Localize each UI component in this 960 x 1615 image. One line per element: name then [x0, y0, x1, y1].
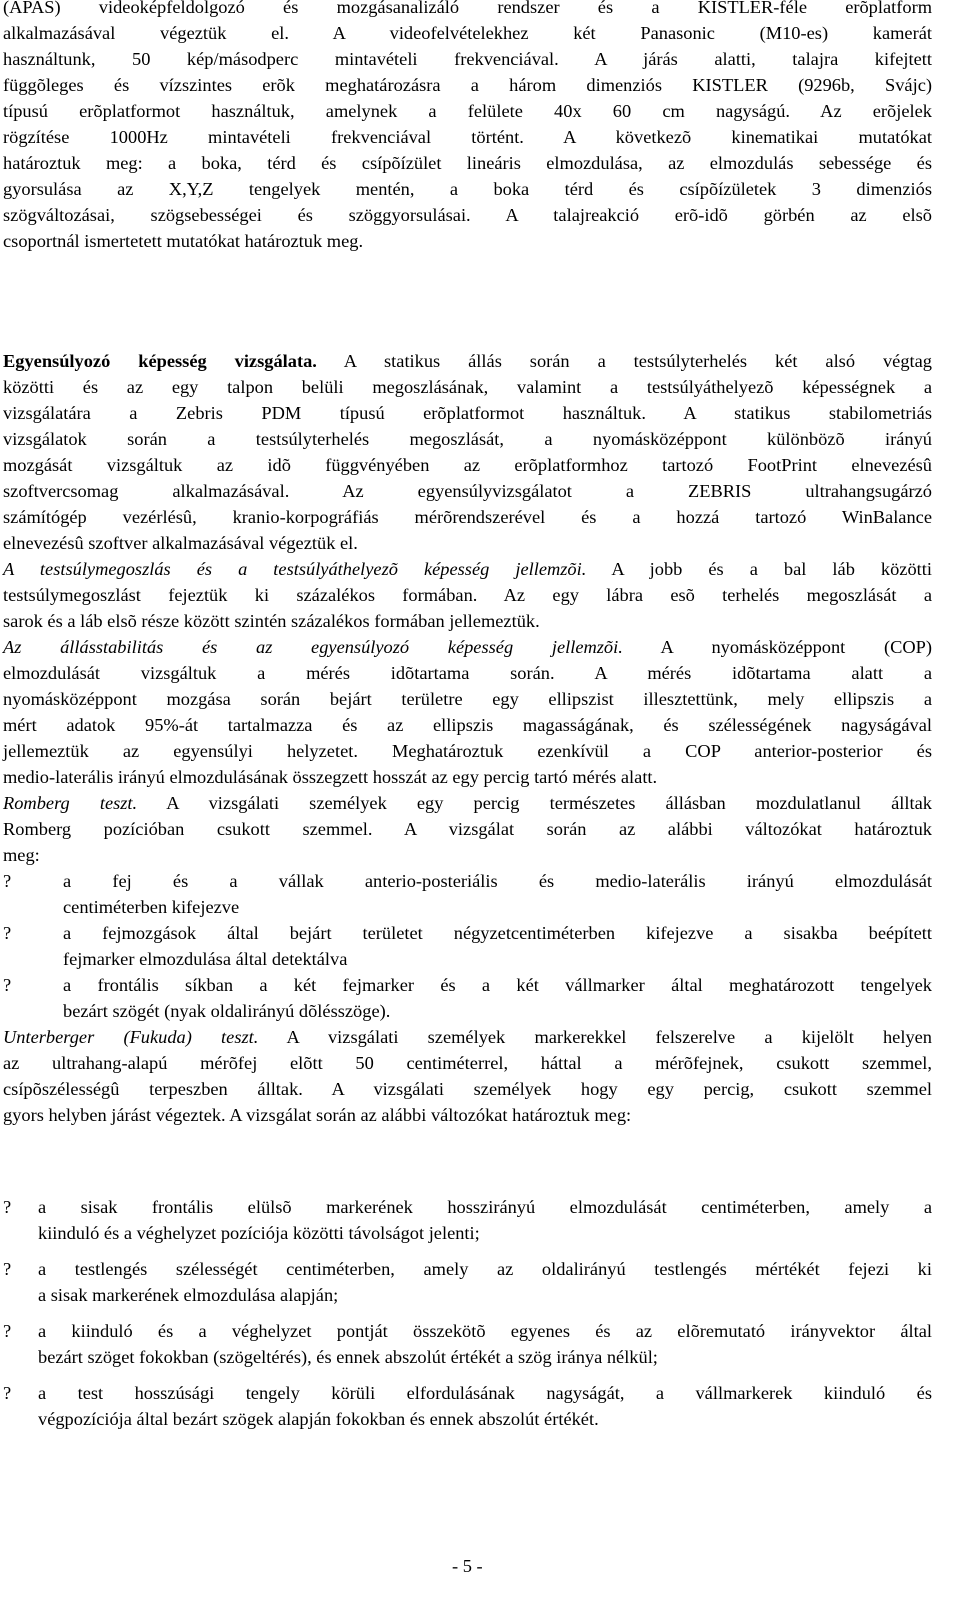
text-line: Romberg teszt. A vizsgálati személyek egy percig természetes állásban mozdulatlanul álltak: [3, 793, 932, 813]
text-line: Az állásstabilitás és az egyensúlyozó képesség jellemzõi. A nyomásközéppont (COP): [3, 637, 932, 657]
list-item: [3, 972, 932, 1024]
text-line: szögváltozásai, szögsebességei és szöggyorsulásai. A talajreakció erõ-idõ görbén az elsõ: [3, 205, 932, 225]
text-line: (APAS) videoképfeldolgozó és mozgásanalizáló rendszer és a KISTLER-féle erõplatform: [3, 0, 932, 17]
list-item: [3, 1194, 932, 1246]
text-line: a testlengés szélességét centiméterben, amely az oldalirányú testlengés mértékét fejezi ki: [38, 1259, 932, 1279]
text-line: bezárt szögét (nyak oldalirányú dõlésszöge).: [63, 1001, 391, 1021]
text-line: csípõszélességû terpeszben álltak. A vizsgálati személyek hogy egy percig, csukott szemmel: [3, 1079, 932, 1099]
balance-section: [3, 348, 932, 1128]
text-line: nyomásközéppont mozgása során bejárt területre egy ellipszist illesztettünk, mely ellipszis a: [3, 689, 932, 709]
text-line: a fejmozgások által bejárt területet négyzetcentiméterben kifejezve a sisakba beépített: [63, 923, 932, 943]
subsection-title: Az állásstabilitás és az egyensúlyozó képesség jellemzõi.: [3, 637, 623, 657]
page-number: - 5 -: [452, 1556, 483, 1576]
intro-paragraph: [3, 0, 932, 254]
list-item: [3, 1318, 932, 1370]
text-line: az ultrahang-alapú mérõfej elõtt 50 centiméterrel, háttal a mérõfejnek, csukott szemmel,: [3, 1053, 932, 1073]
text-line: rögzítése 1000Hz mintavételi frekvenciával történt. A következõ kinematikai mutatókat: [3, 127, 932, 147]
text-line: szoftvercsomag alkalmazásával. Az egyensúlyvizsgálatot a ZEBRIS ultrahangsugárzó: [3, 481, 932, 501]
text-line: gyors helyben járást végeztek. A vizsgálat során az alábbi változókat határoztuk meg:: [3, 1105, 632, 1125]
text-line: Egyensúlyozó képesség vizsgálata. A statikus állás során a testsúlyterhelés két alsó végtag: [3, 351, 932, 371]
text-line: a fej és a vállak anterio-posteriális és medio-laterális irányú elmozdulását: [63, 871, 932, 891]
text-line: Unterberger (Fukuda) teszt. A vizsgálati személyek markerekkel felszerelve a kijelölt helyen: [3, 1027, 933, 1047]
text-line: jellemeztük az egyensúlyi helyzetet. Meghatároztuk ezenkívül a COP anterior-posterior és: [3, 741, 932, 761]
text-line: meg:: [3, 845, 40, 865]
text-line: a kiinduló és a véghelyzet pontját összekötõ egyenes és az elõremutató irányvektor által: [38, 1321, 932, 1341]
text-line: Romberg pozícióban csukott szemmel. A vizsgálat során az alábbi változókat határoztuk: [3, 819, 932, 839]
text-line: határoztuk meg: a boka, térd és csípõízület lineáris elmozdulása, az elmozdulás sebessége és: [3, 153, 932, 173]
text-line: számítógép vezérlésû, kranio-korpográfiás mérõrendszerével és a hozzá tartozó WinBalance: [3, 507, 932, 527]
subsection-title: A testsúlymegoszlás és a testsúlyáthelyezõ képesség jellemzõi.: [3, 559, 587, 579]
text-line: elnevezésû szoftver alkalmazásával végeztük el.: [3, 533, 358, 553]
text-line: elmozdulását vizsgáltuk a mérés idõtartama során. A mérés idõtartama alatt a: [3, 663, 932, 683]
text-line: centiméterben kifejezve: [63, 897, 240, 917]
text-line: gyorsulása az X,Y,Z tengelyek mentén, a boka térd és csípõízületek 3 dimenziós: [3, 179, 932, 199]
text-line: kiinduló és a véghelyzet pozíciója közötti távolságot jelenti;: [38, 1223, 480, 1243]
unterberger-list: [3, 1194, 932, 1432]
text-line: a frontális síkban a két fejmarker és a két vállmarker által meghatározott tengelyek: [63, 975, 932, 995]
subsection-title: Romberg teszt.: [3, 793, 138, 813]
text-line: vizsgálatok során a testsúlyterhelés megoszlását, a nyomásközéppont különbözõ irányú: [3, 429, 932, 449]
text-line: mért adatok 95%-át tartalmazza és az ellipszis magasságának, és szélességének nagyságával: [3, 715, 932, 735]
text-line: a sisak markerének elmozdulása alapján;: [38, 1285, 339, 1305]
text-line: alkalmazásával végeztük el. A videofelvételekhez két Panasonic (M10-es) kamerát: [3, 23, 932, 43]
text-line: használtunk, 50 kép/másodperc mintavételi frekvenciával. A járás alatti, talajra kifejtett: [3, 49, 932, 69]
bullet-glyph: ?: [3, 975, 12, 995]
text-line: A testsúlymegoszlás és a testsúlyáthelyezõ képesség jellemzõi. A jobb és a bal láb közötti: [3, 559, 932, 579]
text-line: mozgását vizsgáltuk az idõ függvényében az erõplatformhoz tartozó FootPrint elnevezésû: [3, 455, 932, 475]
text-line: típusú erõplatformot használtuk, amelynek a felülete 40x 60 cm nagyságú. Az erõjelek: [3, 101, 932, 121]
text-line: csoportnál ismertetett mutatókat határoztuk meg.: [3, 231, 364, 251]
text-line: végpozíciója által bezárt szögek alapján fokokban és ennek abszolút értékét.: [38, 1409, 599, 1429]
list-item: [3, 920, 932, 972]
list-item: [3, 1256, 932, 1308]
text-line: közötti és az egy talpon belüli megoszlásának, valamint a testsúlyáthelyezõ képességnek a: [3, 377, 932, 397]
text-line: fejmarker elmozdulása által detektálva: [63, 949, 348, 969]
bullet-glyph: ?: [3, 1383, 12, 1403]
text-line: bezárt szöget fokokban (szögeltérés), és ennek abszolút értékét a szög iránya nélkül;: [38, 1347, 658, 1367]
section-heading: Egyensúlyozó képesség vizsgálata.: [3, 351, 317, 371]
bullet-glyph: ?: [3, 923, 12, 943]
list-item: [3, 868, 932, 920]
bullet-glyph: ?: [3, 1321, 12, 1341]
bullet-glyph: ?: [3, 1197, 12, 1217]
text-line: függõleges és vízszintes erõk meghatározásra a három dimenziós KISTLER (9296b, Svájc): [3, 75, 932, 95]
bullet-glyph: ?: [3, 871, 12, 891]
text-line: medio-laterális irányú elmozdulásának összegzett hosszát az egy percig tartó mérés alatt.: [3, 767, 658, 787]
text-line: vizsgálatára a Zebris PDM típusú erõplatformot használtuk. A statikus stabilometriás: [3, 403, 932, 423]
subsection-title: Unterberger (Fukuda) teszt.: [3, 1027, 259, 1047]
text-line: a test hosszúsági tengely körüli elfordulásának nagyságát, a vállmarkerek kiinduló és: [38, 1383, 932, 1403]
text-line: sarok és a láb elsõ része között szintén százalékos formában jellemeztük.: [3, 611, 540, 631]
list-item: [3, 1380, 932, 1432]
bullet-glyph: ?: [3, 1259, 12, 1279]
text-line: testsúlymegoszlást fejeztük ki százalékos formában. Az egy lábra esõ terhelés megoszlását a: [3, 585, 932, 605]
text-line: a sisak frontális elülsõ markerének hosszirányú elmozdulását centiméterben, amely a: [38, 1197, 932, 1217]
